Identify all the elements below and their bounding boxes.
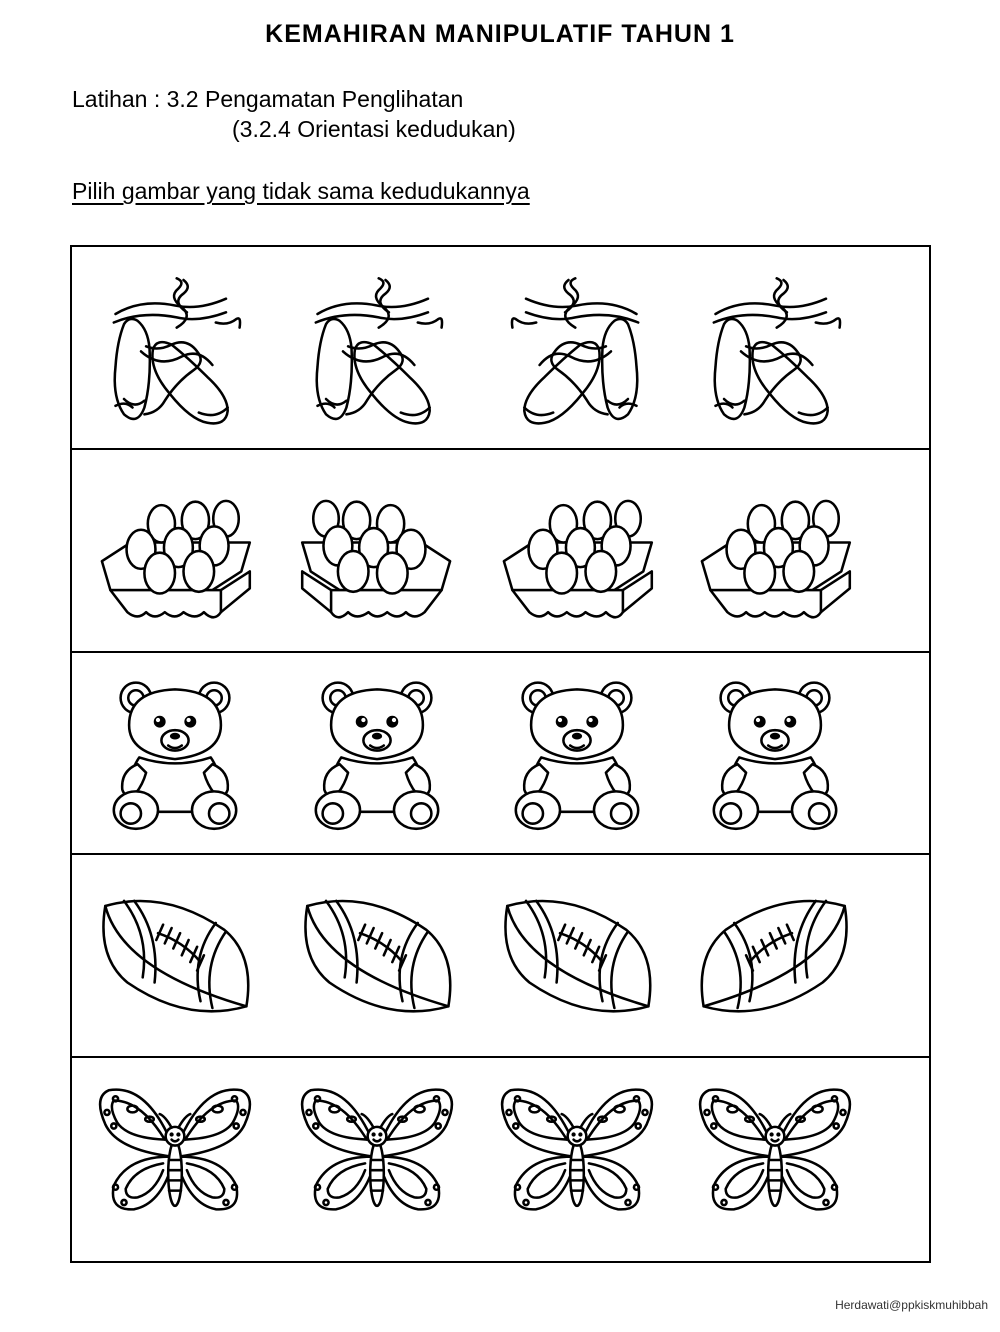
teddy-bear-icon xyxy=(492,669,662,839)
egg-tray-option-2[interactable] xyxy=(292,466,462,636)
teddy-bear-option-2[interactable] xyxy=(292,669,462,839)
butterfly-icon xyxy=(292,1075,462,1245)
teddy-bear-icon xyxy=(292,669,462,839)
instruction-text: Pilih gambar yang tidak sama kedudukannya xyxy=(72,178,530,204)
butterfly-icon xyxy=(492,1075,662,1245)
egg-tray-option-1[interactable] xyxy=(90,466,260,636)
ballet-shoes-option-2[interactable] xyxy=(292,263,462,433)
teddy-bear-icon xyxy=(90,669,260,839)
page-title: KEMAHIRAN MANIPULATIF TAHUN 1 xyxy=(265,20,735,48)
ballet-shoes-option-3[interactable] xyxy=(492,263,662,433)
ballet-shoes-option-4[interactable] xyxy=(690,263,860,433)
egg-tray-icon xyxy=(292,466,462,636)
butterfly-option-4[interactable] xyxy=(690,1075,860,1245)
row-butterfly xyxy=(72,1058,929,1261)
rugby-ball-option-4[interactable] xyxy=(690,872,860,1042)
egg-tray-icon xyxy=(90,466,260,636)
butterfly-option-2[interactable] xyxy=(292,1075,462,1245)
egg-tray-option-4[interactable] xyxy=(690,466,860,636)
row-egg-tray xyxy=(72,450,929,653)
egg-tray-icon xyxy=(492,466,662,636)
row-teddy-bear xyxy=(72,653,929,856)
row-ballet-shoes xyxy=(72,247,929,450)
rugby-ball-icon xyxy=(690,872,860,1042)
butterfly-icon xyxy=(690,1075,860,1245)
rugby-ball-icon xyxy=(292,872,462,1042)
rugby-ball-option-3[interactable] xyxy=(492,872,662,1042)
butterfly-icon xyxy=(90,1075,260,1245)
egg-tray-option-3[interactable] xyxy=(492,466,662,636)
ballet-shoes-option-1[interactable] xyxy=(90,263,260,433)
ballet-shoes-icon xyxy=(492,263,662,433)
butterfly-option-1[interactable] xyxy=(90,1075,260,1245)
exercise-label: Latihan : 3.2 Pengamatan Penglihatan xyxy=(72,86,464,112)
teddy-bear-icon xyxy=(690,669,860,839)
ballet-shoes-icon xyxy=(292,263,462,433)
butterfly-option-3[interactable] xyxy=(492,1075,662,1245)
teddy-bear-option-1[interactable] xyxy=(90,669,260,839)
exercise-sublabel: (3.2.4 Orientasi kedudukan) xyxy=(232,116,516,142)
picture-grid xyxy=(70,245,931,1263)
rugby-ball-icon xyxy=(492,872,662,1042)
row-rugby-ball xyxy=(72,855,929,1058)
rugby-ball-icon xyxy=(90,872,260,1042)
rugby-ball-option-1[interactable] xyxy=(90,872,260,1042)
egg-tray-icon xyxy=(690,466,860,636)
credit-text: Herdawati@ppkiskmuhibbah xyxy=(835,1298,988,1312)
ballet-shoes-icon xyxy=(690,263,860,433)
ballet-shoes-icon xyxy=(90,263,260,433)
teddy-bear-option-3[interactable] xyxy=(492,669,662,839)
rugby-ball-option-2[interactable] xyxy=(292,872,462,1042)
teddy-bear-option-4[interactable] xyxy=(690,669,860,839)
